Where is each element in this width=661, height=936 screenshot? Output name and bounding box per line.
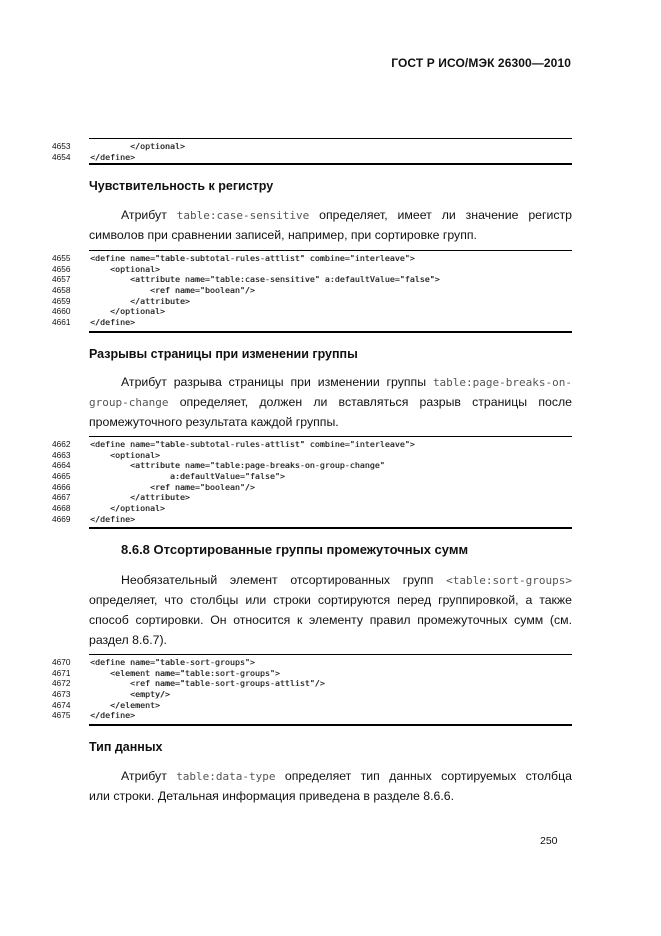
code-text: </optional> bbox=[90, 141, 185, 151]
inline-code: table:data-type bbox=[176, 770, 276, 783]
code-text: <ref name="table-sort-groups-attlist"/> bbox=[90, 678, 325, 689]
code-line bbox=[52, 689, 582, 700]
code-text: <define name="table-subtotal-rules-attlist" combine="interleave"> bbox=[90, 253, 415, 263]
code-line bbox=[52, 678, 582, 689]
code-rule-top bbox=[89, 250, 572, 251]
line-number: 4670 bbox=[52, 657, 71, 667]
code-line bbox=[52, 317, 582, 328]
code-text: <attribute name="table:case-sensitive" a:defaultValue="false"> bbox=[90, 274, 440, 285]
line-number: 4673 bbox=[52, 689, 71, 700]
code-rule-bottom bbox=[89, 724, 572, 726]
code-line bbox=[52, 296, 582, 307]
code-line bbox=[52, 514, 582, 525]
code-rule-top bbox=[89, 138, 572, 139]
line-number: 4666 bbox=[52, 481, 71, 492]
code-line bbox=[52, 460, 582, 471]
code-rule-bottom bbox=[89, 527, 572, 529]
line-number: 4658 bbox=[52, 285, 71, 296]
code-line bbox=[52, 482, 582, 493]
line-number: 4672 bbox=[52, 678, 71, 689]
line-number: 4663 bbox=[52, 449, 71, 460]
code-text: </attribute> bbox=[90, 295, 190, 306]
section-title: Разрывы страницы при изменении группы bbox=[89, 347, 358, 361]
code-line bbox=[52, 285, 582, 296]
inline-code: <table:sort-groups> bbox=[446, 574, 573, 587]
line-number: 4653 bbox=[52, 141, 71, 151]
paragraph: Необязательный элемент отсортированных групп <table:sort-groups> определяет, что столбцы или строки сортируются перед группировкой, а также способ сортировки. Он относится к элементу правил промежуточных сумм (см. раздел 8.6.7). bbox=[89, 573, 573, 647]
code-line bbox=[52, 264, 582, 275]
code-text: </attribute> bbox=[90, 492, 190, 503]
line-number: 4675 bbox=[52, 710, 71, 721]
code-line bbox=[52, 657, 582, 668]
code-line bbox=[52, 141, 582, 152]
code-text: <define name="table-subtotal-rules-attlist" combine="interleave"> bbox=[90, 439, 415, 449]
line-number: 4674 bbox=[52, 699, 71, 710]
code-line bbox=[52, 492, 582, 503]
code-rule-top bbox=[89, 654, 572, 655]
line-number: 4655 bbox=[52, 253, 71, 263]
code-block bbox=[52, 439, 582, 525]
document-header: ГОСТ Р ИСО/МЭК 26300—2010 bbox=[391, 56, 571, 70]
code-text: <optional> bbox=[90, 263, 160, 274]
code-text: <ref name="boolean"/> bbox=[90, 285, 255, 296]
code-line bbox=[52, 253, 582, 264]
line-number: 4665 bbox=[52, 471, 71, 482]
code-line bbox=[52, 152, 582, 163]
code-text: <empty/> bbox=[90, 689, 170, 700]
line-number: 4669 bbox=[52, 513, 71, 524]
code-text: </define> bbox=[90, 513, 135, 524]
code-rule-top bbox=[89, 436, 572, 437]
code-line bbox=[52, 710, 582, 721]
section-title: Чувствительность к регистру bbox=[89, 179, 274, 193]
code-line bbox=[52, 668, 582, 679]
line-number: 4664 bbox=[52, 460, 71, 471]
code-block bbox=[52, 253, 582, 328]
line-number: 4657 bbox=[52, 274, 71, 285]
code-line bbox=[52, 471, 582, 482]
code-line bbox=[52, 700, 582, 711]
code-text: <optional> bbox=[90, 449, 160, 460]
code-text: <element name="table:sort-groups"> bbox=[90, 667, 280, 678]
code-text: </optional> bbox=[90, 306, 165, 317]
code-rule-bottom bbox=[89, 163, 572, 165]
paragraph: Атрибут разрыва страницы при изменении группы table:page-breaks-on- group-change определяет, должен ли вставляться разрыв страницы после промежуточного результата каждой группы. bbox=[89, 375, 573, 429]
code-line bbox=[52, 306, 582, 317]
line-number: 4659 bbox=[52, 295, 71, 306]
code-text: </element> bbox=[90, 699, 160, 710]
line-number: 4662 bbox=[52, 439, 71, 449]
line-number: 4661 bbox=[52, 317, 71, 328]
code-rule-bottom bbox=[89, 331, 572, 333]
code-text: </optional> bbox=[90, 503, 165, 514]
code-text: </define> bbox=[90, 710, 135, 721]
code-block bbox=[52, 657, 582, 721]
paragraph: Атрибут table:data-type определяет тип данных сортируемых столбца или строки. Детальная информация приведена в разделе 8.6.6. bbox=[89, 769, 572, 803]
code-text: </define> bbox=[90, 317, 135, 328]
paragraph: Атрибут table:case-sensitive определяет, имеет ли значение регистр символов при сравнении записей, например, при сортировке групп. bbox=[89, 208, 572, 242]
inline-code: group-change bbox=[89, 396, 169, 409]
line-number: 4660 bbox=[52, 306, 71, 317]
subsection-title: 8.6.8 Отсортированные группы промежуточных сумм bbox=[121, 542, 469, 557]
page-number: 250 bbox=[540, 835, 558, 847]
code-text: a:defaultValue="false"> bbox=[90, 471, 285, 482]
line-number: 4667 bbox=[52, 492, 71, 503]
line-number: 4656 bbox=[52, 263, 71, 274]
line-number: 4654 bbox=[52, 151, 71, 162]
code-line bbox=[52, 439, 582, 450]
section-title: Тип данных bbox=[89, 740, 163, 754]
code-text: <attribute name="table:page-breaks-on-group-change" bbox=[90, 460, 385, 471]
code-line bbox=[52, 274, 582, 285]
code-line bbox=[52, 450, 582, 461]
inline-code: table:case-sensitive bbox=[176, 209, 310, 222]
code-line bbox=[52, 503, 582, 514]
line-number: 4668 bbox=[52, 503, 71, 514]
code-text: </define> bbox=[90, 151, 135, 162]
code-block bbox=[52, 141, 582, 162]
code-text: <ref name="boolean"/> bbox=[90, 481, 255, 492]
code-text: <define name="table-sort-groups"> bbox=[90, 657, 255, 667]
inline-code: table:page-breaks-on- bbox=[432, 376, 573, 389]
line-number: 4671 bbox=[52, 667, 71, 678]
